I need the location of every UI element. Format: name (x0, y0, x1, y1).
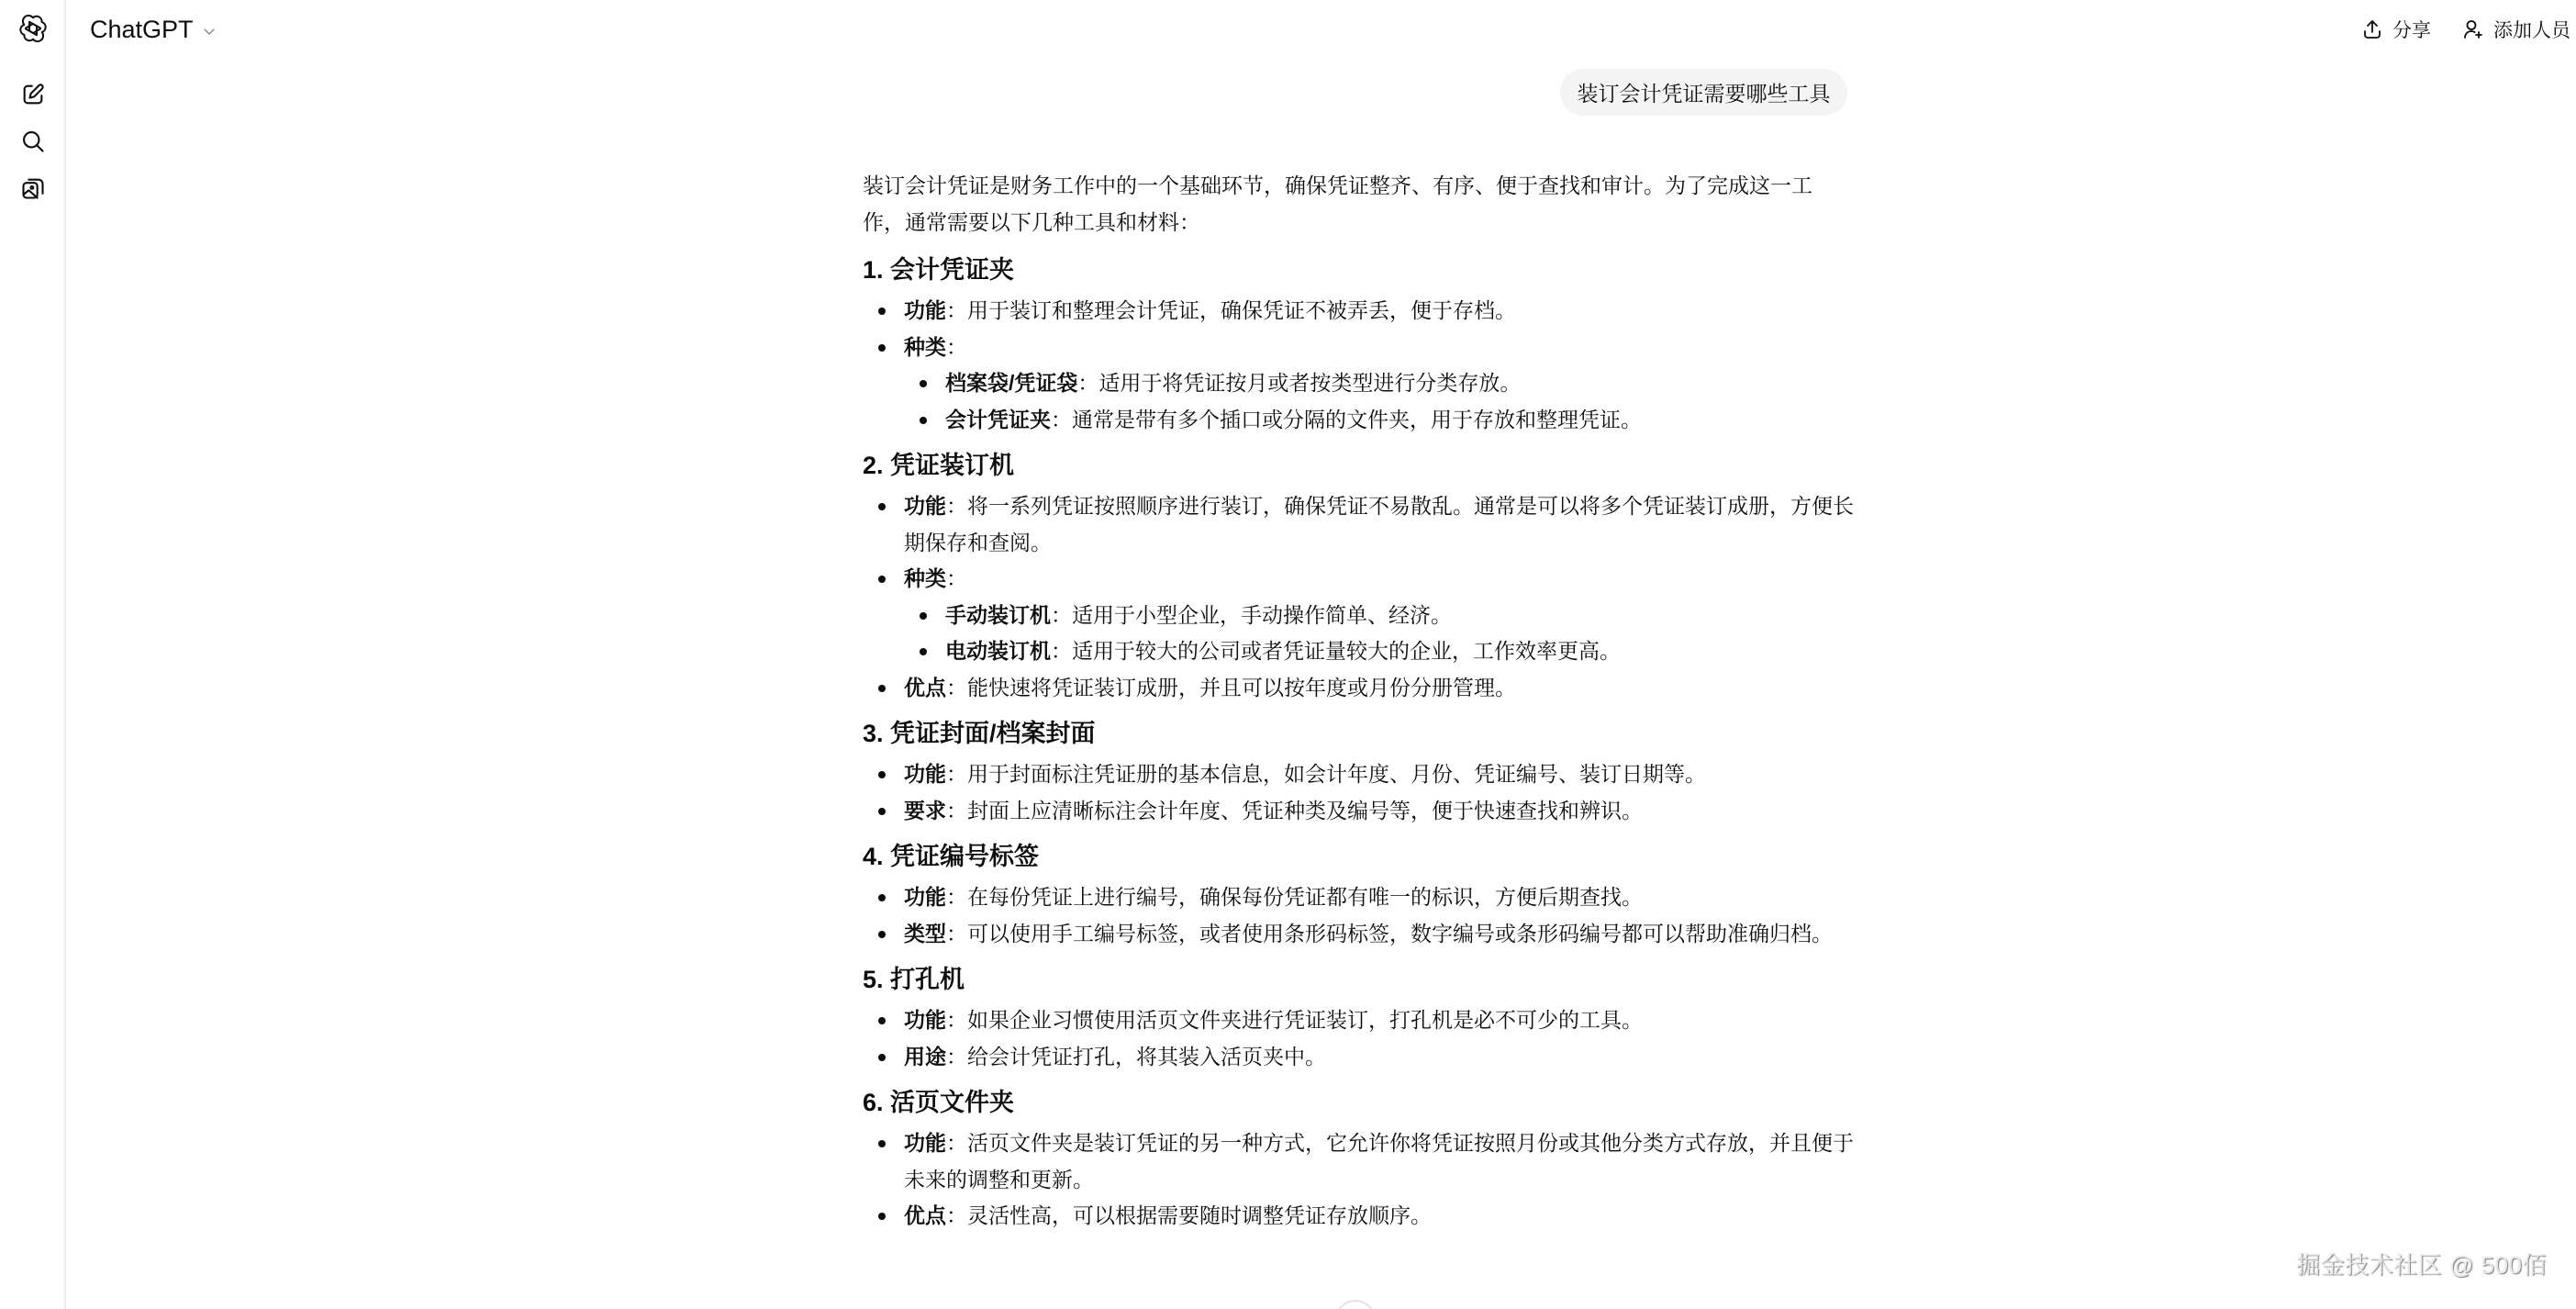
list-item (904, 633, 1854, 670)
model-selector[interactable] (90, 11, 217, 48)
section-heading: 3. 凭证封面/档案封面 (863, 720, 1096, 747)
list-item (863, 793, 1854, 830)
list-item (863, 879, 1854, 916)
item-term: 类型 (904, 921, 946, 945)
item-term: 功能 (904, 762, 946, 786)
item-term: 功能 (904, 1131, 946, 1155)
item-term: 电动装订机 (945, 639, 1051, 663)
item-term: 功能 (904, 298, 946, 322)
item-term: 种类 (904, 566, 946, 590)
item-term: 会计凭证夹 (945, 407, 1051, 431)
item-term: 要求 (904, 798, 946, 822)
answer-intro: 装订会计凭证是财务工作中的一个基础环节，确保凭证整齐、有序、便于查找和审计。为了完成这一工作，通常需要以下几种工具和材料： (863, 173, 1812, 234)
list-item (863, 293, 1854, 330)
section-heading: 4. 凭证编号标签 (863, 843, 1040, 870)
list-item (863, 488, 1854, 561)
item-text: ：如果企业习惯使用活页文件夹进行凭证装订，打孔机是必不可少的工具。 (946, 1008, 1643, 1032)
answer-section (863, 252, 1854, 438)
share-icon (2361, 18, 2383, 40)
bullet-list (863, 879, 1854, 952)
user-message-text: 装订会计凭证需要哪些工具 (1577, 82, 1831, 106)
item-text: ：可以使用手工编号标签，或者使用条形码标签，数字编号或条形码编号都可以帮助准确归档。 (946, 921, 1833, 945)
item-text: ：适用于较大的公司或者凭证量较大的企业，工作效率更高。 (1051, 639, 1621, 663)
nested-list (904, 365, 1854, 438)
item-term: 档案袋/凭证袋 (945, 371, 1078, 395)
answer-section (863, 838, 1854, 952)
list-item (904, 598, 1854, 634)
item-text: ：适用于将凭证按月或者按类型进行分类存放。 (1077, 371, 1522, 395)
section-heading: 6. 活页文件夹 (863, 1089, 1015, 1116)
scroll-to-bottom-button[interactable] (1335, 1300, 1376, 1309)
list-item (863, 561, 1854, 670)
list-item (904, 402, 1854, 439)
item-term: 种类 (904, 334, 946, 359)
item-term: 用途 (904, 1044, 946, 1068)
item-text: ：封面上应清晰标注会计年度、凭证种类及编号等，便于快速查找和辨识。 (946, 798, 1643, 822)
answer-section (863, 447, 1854, 706)
list-item (863, 756, 1854, 793)
sidebar-rail (0, 0, 66, 1309)
share-button[interactable] (2361, 16, 2431, 43)
item-term: 优点 (904, 675, 946, 699)
nested-list (904, 598, 1854, 670)
user-message-bubble (1560, 69, 1847, 116)
list-item (863, 670, 1854, 707)
bullet-list (863, 1002, 1854, 1075)
search-icon[interactable] (17, 125, 50, 158)
answer-section (863, 715, 1854, 829)
item-text: ： (946, 566, 967, 590)
item-text: ：活页文件夹是装订凭证的另一种方式，它允许你将凭证按照月份或其他分类方式存放，并且便于未来的调整和更新。 (904, 1131, 1854, 1192)
item-term: 功能 (904, 1008, 946, 1032)
item-text: ：将一系列凭证按照顺序进行装订，确保凭证不易散乱。通常是可以将多个凭证装订成册，方便长期保存和查阅。 (904, 494, 1854, 554)
list-item (863, 1125, 1854, 1198)
list-item (863, 330, 1854, 439)
list-item (863, 1002, 1854, 1039)
add-user-icon (2462, 18, 2484, 40)
section-heading: 1. 会计凭证夹 (863, 256, 1015, 284)
item-text: ：能快速将凭证装订成册，并且可以按年度或月份分册管理。 (946, 675, 1516, 699)
answer-section (863, 961, 1854, 1075)
chevron-down-icon (201, 23, 217, 39)
bullet-list (863, 293, 1854, 438)
list-item (863, 1198, 1854, 1235)
share-label: 分享 (2392, 20, 2431, 41)
item-term: 功能 (904, 494, 946, 518)
header-actions (2361, 11, 2570, 48)
bullet-list (863, 756, 1854, 829)
item-text: ：用于装订和整理会计凭证，确保凭证不被弄丢，便于存档。 (946, 298, 1516, 322)
model-title: ChatGPT (90, 15, 194, 43)
add-people-button[interactable] (2462, 16, 2570, 43)
item-text: ：在每份凭证上进行编号，确保每份凭证都有唯一的标识，方便后期查找。 (946, 885, 1643, 909)
item-text: ： (946, 334, 967, 359)
watermark: 掘金技术社区 @ 500佰 (2296, 1251, 2547, 1279)
item-text: ：用于封面标注凭证册的基本信息，如会计年度、月份、凭证编号、装订日期等。 (946, 762, 1706, 786)
images-icon[interactable] (17, 172, 50, 205)
item-text: ：灵活性高，可以根据需要随时调整凭证存放顺序。 (946, 1203, 1432, 1227)
list-item (904, 365, 1854, 402)
bullet-list (863, 488, 1854, 706)
new-chat-icon[interactable] (17, 78, 50, 111)
item-text: ：适用于小型企业，手动操作简单、经济。 (1051, 602, 1452, 627)
answer-section (863, 1084, 1854, 1235)
section-heading: 2. 凭证装订机 (863, 452, 1015, 479)
item-text: ：给会计凭证打孔，将其装入活页夹中。 (946, 1044, 1326, 1068)
add-people-label: 添加人员 (2493, 20, 2570, 41)
item-term: 优点 (904, 1203, 946, 1227)
item-text: ：通常是带有多个插口或分隔的文件夹，用于存放和整理凭证。 (1051, 407, 1642, 431)
bullet-list (863, 1125, 1854, 1235)
item-term: 手动装订机 (945, 602, 1051, 627)
section-heading: 5. 打孔机 (863, 966, 965, 993)
item-term: 功能 (904, 885, 946, 909)
openai-logo-icon[interactable] (17, 12, 50, 45)
list-item (863, 916, 1854, 953)
assistant-message (863, 168, 1854, 1242)
list-item (863, 1039, 1854, 1076)
